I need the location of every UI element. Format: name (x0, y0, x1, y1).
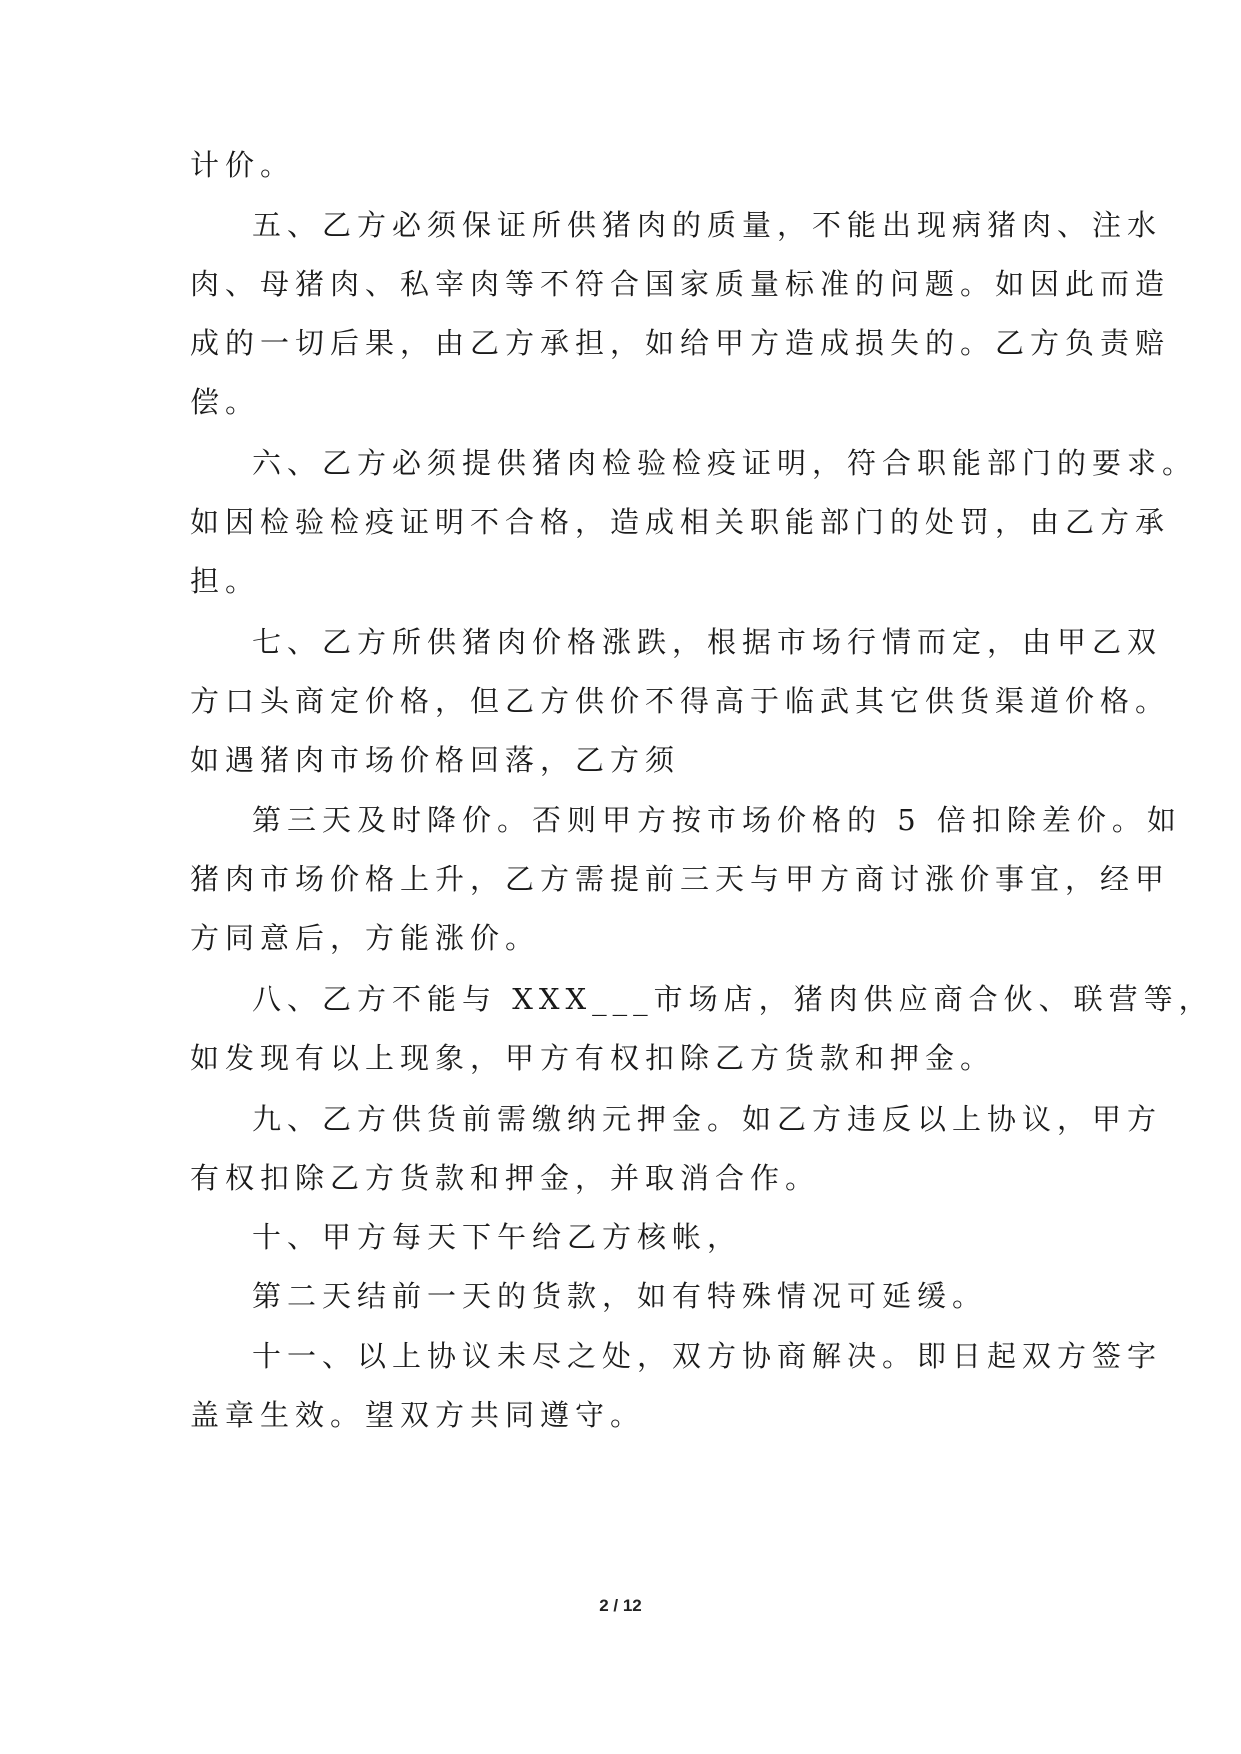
text-line: 十一、以上协议未尽之处，双方协商解决。即日起双方签字 (252, 1339, 1163, 1373)
text-line: 计价。 (190, 148, 296, 182)
text-line: 第二天结前一天的货款，如有特殊情况可延缓。 (252, 1279, 988, 1313)
text-line: 五、乙方必须保证所供猪肉的质量，不能出现病猪肉、注水 (252, 208, 1163, 242)
text-line: 九、乙方供货前需缴纳元押金。如乙方违反以上协议，甲方 (252, 1102, 1163, 1136)
text-line: 盖章生效。望双方共同遵守。 (190, 1398, 646, 1432)
text-line: 十、甲方每天下午给乙方核帐， (252, 1220, 743, 1254)
text-line: 六、乙方必须提供猪肉检验检疫证明，符合职能部门的要求。 (252, 446, 1198, 480)
text-line: 担。 (190, 564, 261, 598)
text-line: 八、乙方不能与 XXX___市场店，猪肉供应商合伙、联营等， (252, 982, 1214, 1016)
text-line: 第三天及时降价。否则甲方按市场价格的 5 倍扣除差价。如 (252, 803, 1182, 837)
page-number: 2 / 12 (599, 1596, 642, 1615)
text-line: 如遇猪肉市场价格回落，乙方须 (190, 743, 681, 777)
text-line: 成的一切后果，由乙方承担，如给甲方造成损失的。乙方负责赔 (190, 326, 1171, 360)
text-line: 如因检验检疫证明不合格，造成相关职能部门的处罚，由乙方承 (190, 505, 1171, 539)
text-line: 七、乙方所供猪肉价格涨跌，根据市场行情而定，由甲乙双 (252, 625, 1163, 659)
text-line: 肉、母猪肉、私宰肉等不符合国家质量标准的问题。如因此而造 (190, 267, 1171, 301)
text-line: 有权扣除乙方货款和押金，并取消合作。 (190, 1161, 821, 1195)
text-line: 方口头商定价格，但乙方供价不得高于临武其它供货渠道价格。 (190, 684, 1171, 718)
text-line: 偿。 (190, 385, 261, 419)
text-line: 猪肉市场价格上升，乙方需提前三天与甲方商讨涨价事宜，经甲 (190, 862, 1171, 896)
text-line: 方同意后，方能涨价。 (190, 921, 541, 955)
text-line: 如发现有以上现象，甲方有权扣除乙方货款和押金。 (190, 1041, 996, 1075)
